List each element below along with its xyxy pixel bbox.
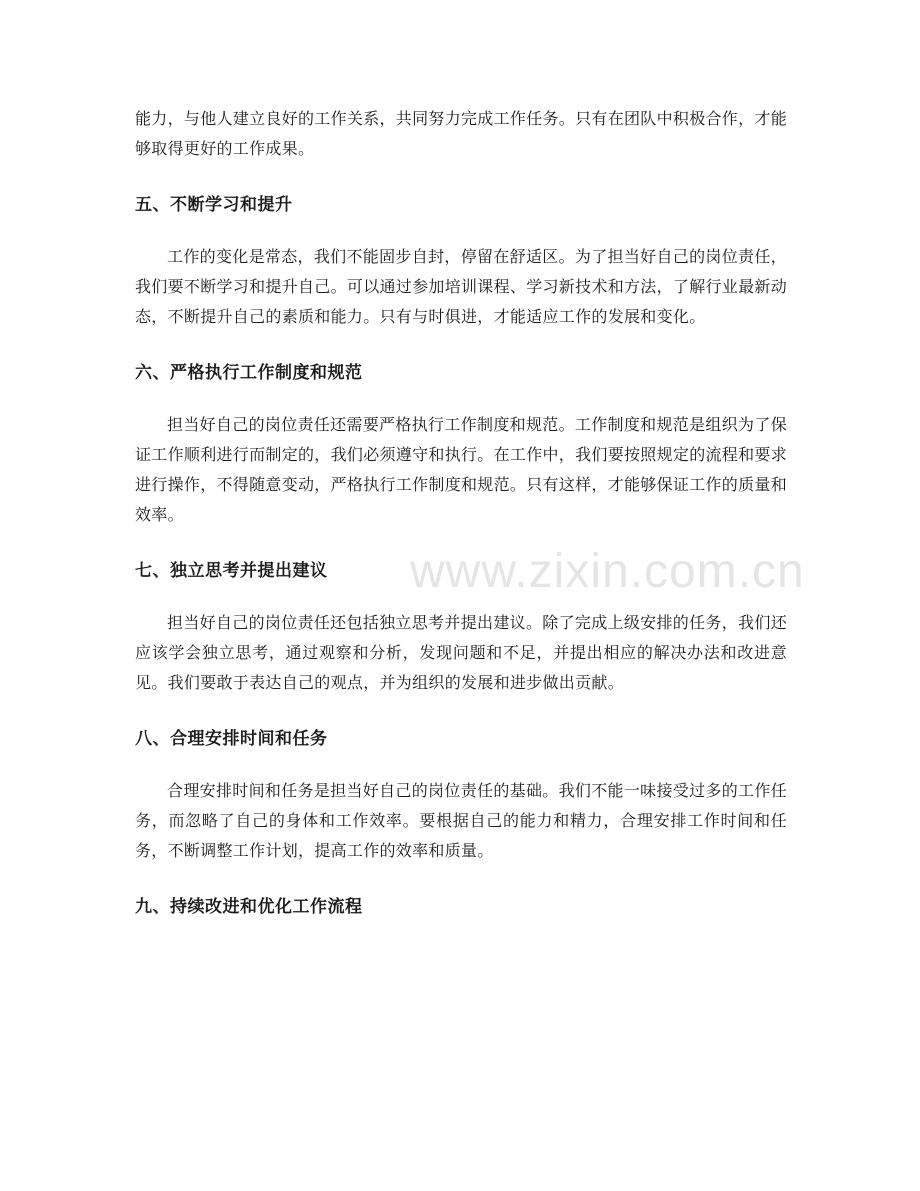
section-body-5: 工作的变化是常态，我们不能固步自封，停留在舒适区。为了担当好自己的岗位责任，我们要不断学习和提升自己。可以通过参加培训课程、学习新技术和方法，了解行业最新动态，不断提升自己的素质和能力。只有与时俱进，才能适应工作的发展和变化。 <box>135 247 788 326</box>
section-body-8: 合理安排时间和任务是担当好自己的岗位责任的基础。我们不能一味接受过多的工作任务，而忽略了自己的身体和工作效率。要根据自己的能力和精力，合理安排工作时间和任务，不断调整工作计划，提高工作的效率和质量。 <box>135 781 787 860</box>
section-heading-6: 六、严格执行工作制度和规范 <box>135 363 363 383</box>
section-heading-5: 五、不断学习和提升 <box>135 195 293 215</box>
intro-paragraph: 能力，与他人建立良好的工作关系，共同努力完成工作任务。只有在团队中积极合作，才能够取得更好的工作成果。 <box>135 109 788 158</box>
section-body-6: 担当好自己的岗位责任还需要严格执行工作制度和规范。工作制度和规范是组织为了保证工作顺利进行而制定的，我们必须遵守和执行。在工作中，我们要按照规定的流程和要求进行操作，不得随意变动，严格执行工作制度和规范。只有这样，才能够保证工作的质量和效率。 <box>135 415 788 524</box>
document-content <box>135 104 805 922</box>
section-heading-9: 九、持续改进和优化工作流程 <box>135 897 363 917</box>
section-heading-7: 七、独立思考并提出建议 <box>135 561 328 581</box>
watermark-text: www.zixin.com.cn <box>410 545 805 598</box>
section-body-7: 担当好自己的岗位责任还包括独立思考并提出建议。除了完成上级安排的任务，我们还应该学会独立思考，通过观察和分析，发现问题和不足，并提出相应的解决办法和改进意见。我们要敢于表达自己的观点，并为组织的发展和进步做出贡献。 <box>135 613 787 692</box>
section-heading-8: 八、合理安排时间和任务 <box>135 729 328 749</box>
